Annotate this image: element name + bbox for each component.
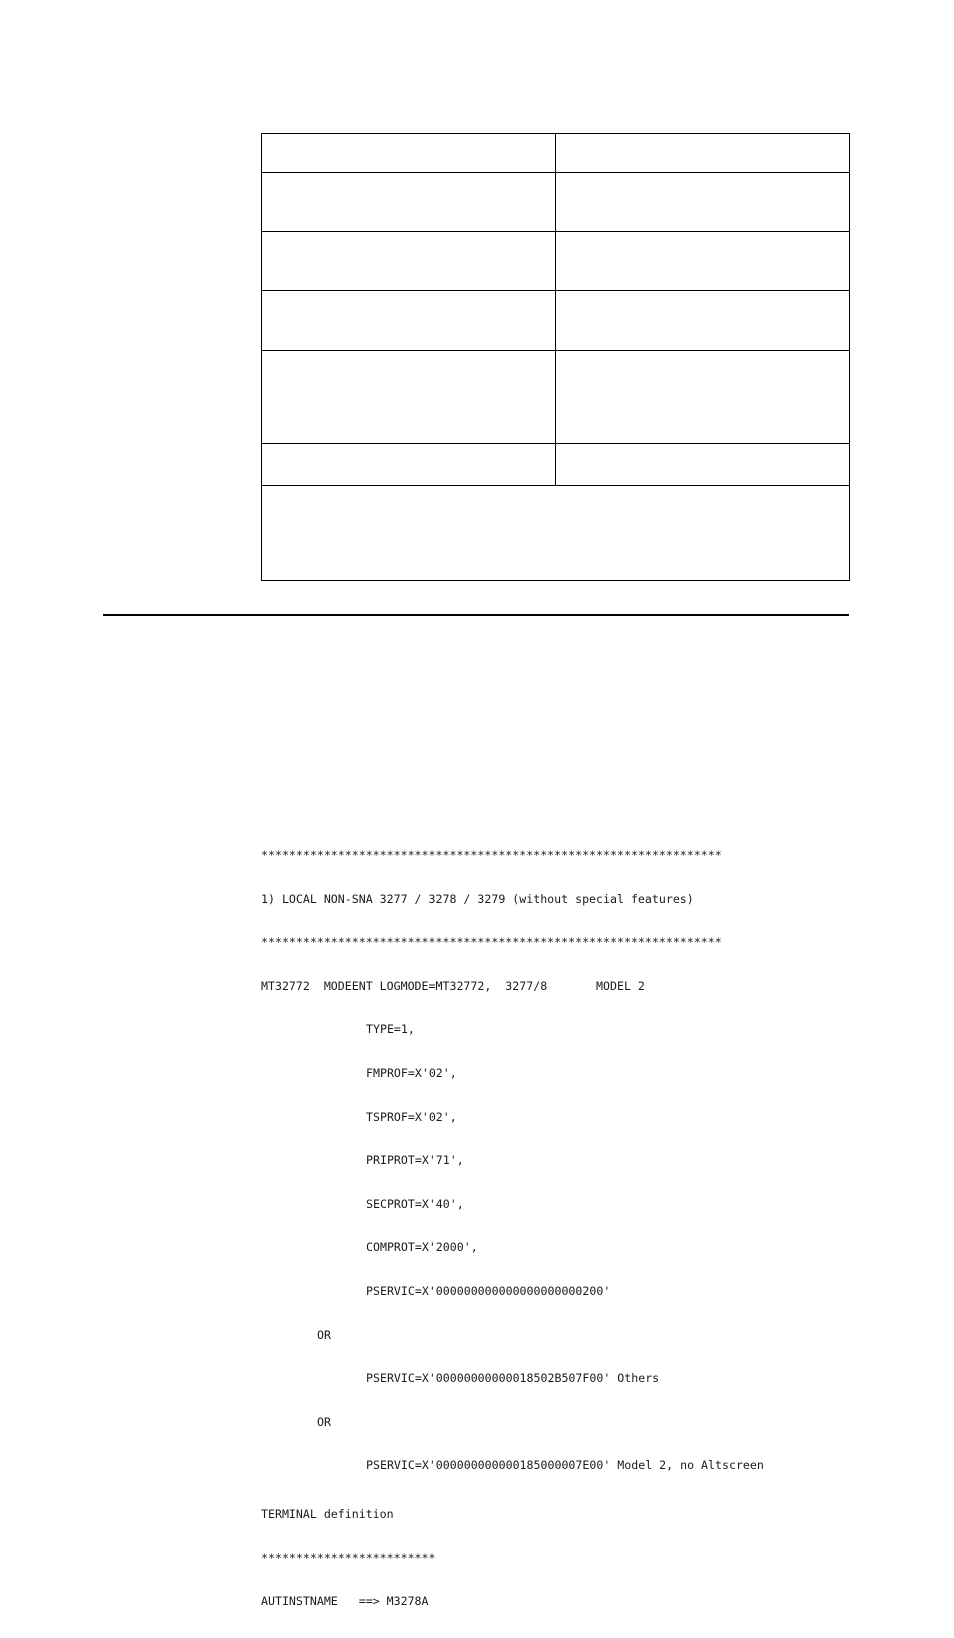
- code-line: ******************************************************************: [261, 848, 722, 862]
- table-cell: [556, 134, 850, 173]
- code-line: PSERVIC=X'00000000000018502B507F00' Others: [366, 1371, 660, 1386]
- table-row: [262, 232, 850, 291]
- code-line: TERMINAL definition: [261, 1506, 394, 1521]
- table-cell: [556, 232, 850, 291]
- code-listing: [261, 820, 821, 1638]
- code-line: OR: [317, 1327, 331, 1342]
- code-line: SECPROT=X'40',: [366, 1196, 464, 1211]
- table-cell: [556, 351, 850, 444]
- code-line: TYPE=1,: [366, 1022, 415, 1037]
- code-line: COMPROT=X'2000',: [366, 1240, 478, 1255]
- table-cell: [262, 173, 556, 232]
- table-row: [262, 486, 850, 581]
- table-cell: [556, 291, 850, 351]
- code-line: PSERVIC=X'000000000000185000007E00' Model 2, no Altscreen: [366, 1458, 764, 1473]
- table-row: [262, 351, 850, 444]
- code-line: FMPROF=X'02',: [366, 1065, 457, 1080]
- code-line: PSERVIC=X'000000000000000000000200': [366, 1283, 611, 1298]
- code-line: 1) LOCAL NON-SNA 3277 / 3278 / 3279 (without special features): [261, 891, 694, 906]
- table-cell: [556, 444, 850, 486]
- table-cell: [262, 351, 556, 444]
- code-line: *************************: [261, 1550, 436, 1565]
- table-cell: [262, 444, 556, 486]
- code-line: TSPROF=X'02',: [366, 1109, 457, 1124]
- code-line: MT32772 MODEENT LOGMODE=MT32772, 3277/8 MODEL 2: [261, 978, 645, 993]
- reference-table: [261, 133, 850, 581]
- table-cell: [262, 134, 556, 173]
- table-row: [262, 291, 850, 351]
- table-row: [262, 134, 850, 173]
- table-cell: [262, 291, 556, 351]
- code-line: OR: [317, 1414, 331, 1429]
- section-divider: [103, 614, 849, 616]
- table-row: [262, 444, 850, 486]
- table-cell: [262, 232, 556, 291]
- code-line: PRIPROT=X'71',: [366, 1153, 464, 1168]
- table-row: [262, 173, 850, 232]
- table-cell-wide: [262, 486, 850, 581]
- code-line: ******************************************************************: [261, 935, 722, 950]
- code-line: AUTINSTNAME ==> M3278A: [261, 1594, 429, 1609]
- table-cell: [556, 173, 850, 232]
